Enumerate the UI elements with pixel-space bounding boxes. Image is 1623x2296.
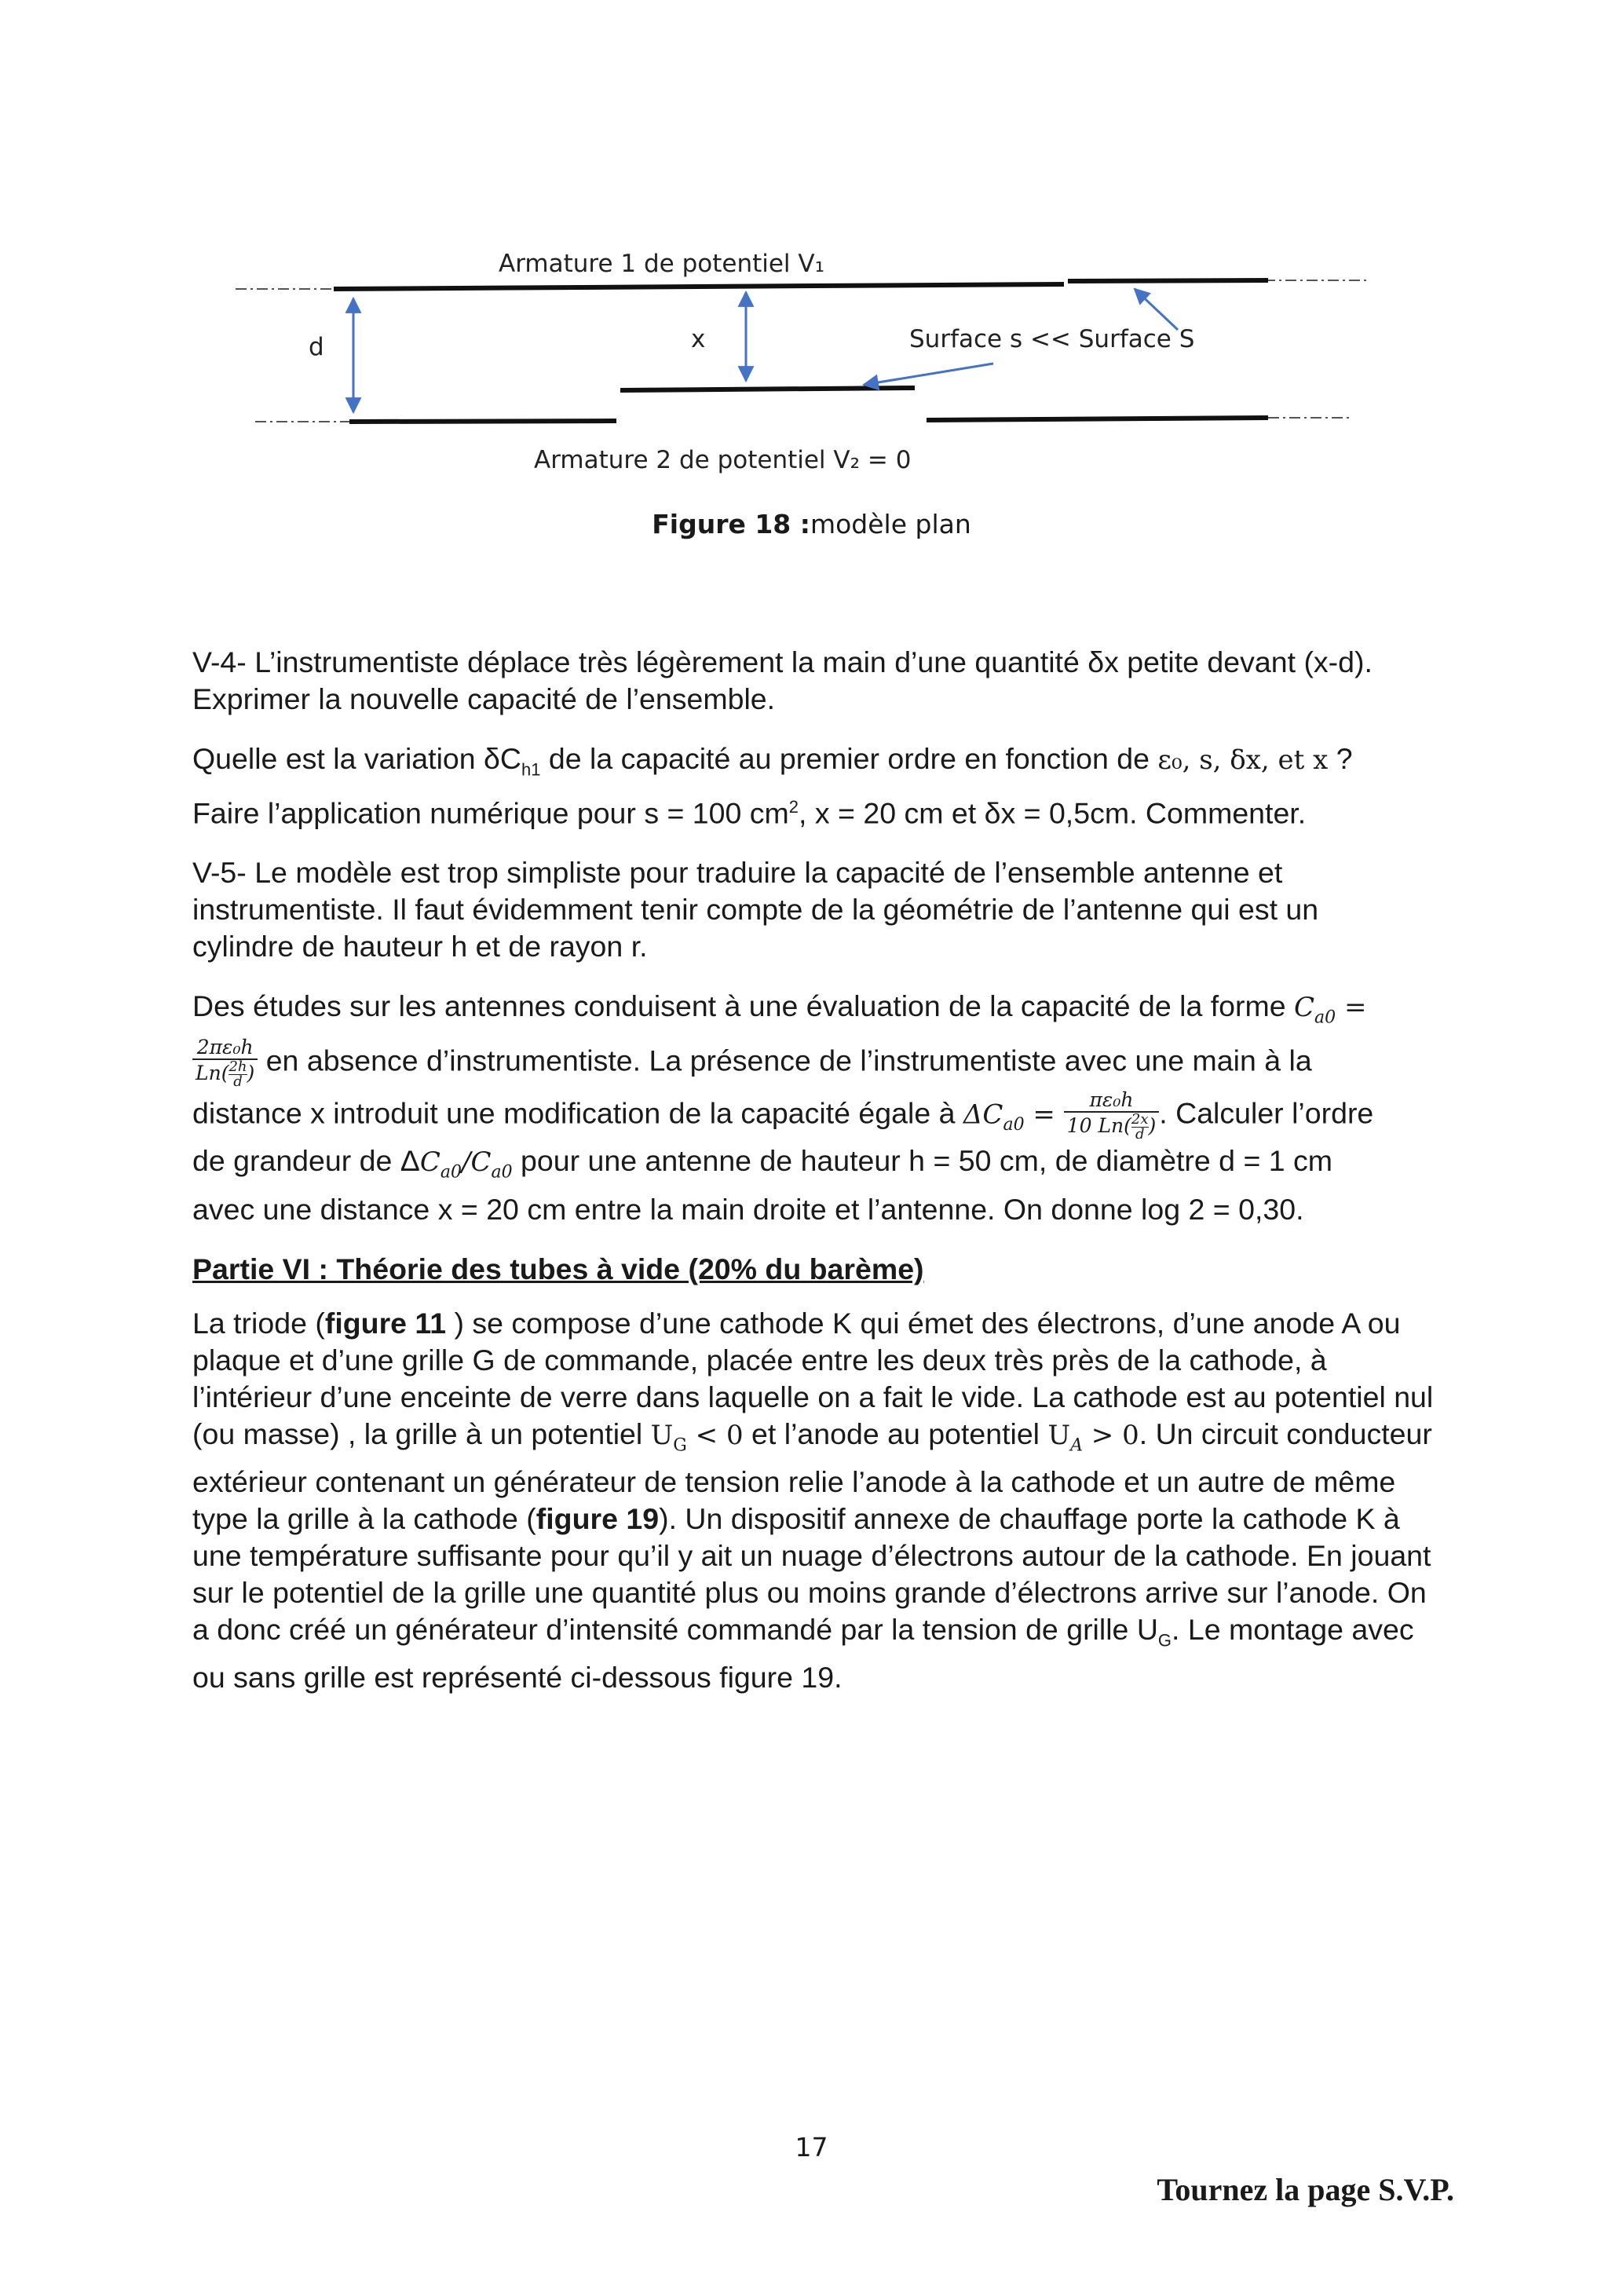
ratio-sub: a0 — [440, 1162, 462, 1183]
dca-sub: a0 — [1003, 1114, 1025, 1135]
v4-line2: Exprimer la nouvelle capacité de l’ensemble. — [192, 682, 776, 715]
q-text3: ? — [1328, 742, 1353, 775]
armature2-plate-right — [927, 418, 1268, 420]
surface-label: Surface s << Surface S — [909, 325, 1195, 353]
paragraph-v5 — [192, 854, 1354, 965]
ua-relation: > 0 — [1082, 1419, 1139, 1451]
ratio-mid: /C — [461, 1146, 492, 1179]
etudes-text3: distance x introduit une modification de la capacité égale à — [192, 1095, 963, 1129]
etudes-text7: avec une distance x = 20 cm entre la main droite et l’antenne. On donne log 2 = 0,30. — [192, 1192, 1304, 1226]
frac1-inner-num: 2h — [228, 1058, 247, 1075]
ug-symbol: U — [650, 1419, 674, 1451]
capacity-fraction — [192, 1036, 258, 1089]
triode-e: ). Un dispositif annexe de chauffage porte la cathode K à une température suffisante pour qu’il y ait un nuage d’électrons autour de la cathode. En jouant sur le potentiel de la grille une quantité plus ou moins grande d’électrons arrive sur l’anode. On a donc créé un générateur d’intensité commandé par la tension de grille U — [192, 1502, 1431, 1647]
figure-11-ref: figure 11 — [324, 1306, 447, 1340]
armature2-plate-left — [349, 421, 616, 422]
triode-b: ) se compose d’une cathode K qui émet des électrons, d’une anode A ou plaque et d’une grille G de commande, placée entre les deux très près de la cathode, à l’intérieur d’une enceinte de verre dans laquelle on a fait le vide. La cathode est au potentiel nul (ou masse) , la grille à un potentiel — [192, 1306, 1434, 1450]
q-text4: Faire l’application numérique pour s = 100 cm — [192, 796, 789, 829]
armature1-plate-right — [1068, 280, 1268, 281]
figure-18 — [0, 0, 1623, 612]
caption-text: modèle plan — [810, 509, 971, 539]
page-number: 17 — [795, 2132, 828, 2163]
armature1-label: Armature 1 de potentiel V₁ — [499, 250, 825, 278]
paragraph-question — [192, 740, 1449, 832]
q-text2: de la capacité au premier ordre en fonction de — [540, 742, 1158, 775]
caption-bold: Figure 18 : — [652, 509, 810, 539]
turn-page-note: Tournez la page S.V.P. — [1157, 2172, 1454, 2207]
frac1-inner-den: d — [233, 1073, 243, 1090]
q-text1: Quelle est la variation δC — [192, 742, 521, 775]
frac2-inner-num: 2x — [1131, 1110, 1149, 1128]
x-label: x — [691, 325, 706, 353]
partie6-heading — [192, 1251, 1449, 1288]
v5-text: V-5- Le modèle est trop simpliste pour traduire la capacité de l’ensemble antenne et instrumentiste. Il faut évidemment tenir compte de la géométrie de l’antenne qui est un cylindre de hauteur h et de rayon r. — [192, 856, 1319, 963]
q-sub: h1 — [521, 759, 541, 780]
triode-ug-sub: G — [1157, 1630, 1172, 1651]
frac2-inner-den: d — [1135, 1125, 1145, 1143]
q-text5: , x = 20 cm et δx = 0,5cm. Commenter. — [799, 796, 1307, 829]
etudes-text6: pour une antenne de hauteur h = 50 cm, de diamètre d = 1 cm — [512, 1144, 1333, 1178]
ca0-sub: a0 — [1314, 1007, 1336, 1028]
figure-caption — [0, 509, 1623, 539]
document-body — [192, 644, 1449, 1719]
etudes-text4: . Calculer l’ordre — [1159, 1095, 1374, 1129]
frac2-denominator — [1064, 1110, 1160, 1143]
dca-symbol: ΔC — [963, 1098, 1003, 1130]
ratio-symbol: C — [419, 1146, 440, 1179]
surface-s-pointer — [864, 364, 993, 385]
v4-line1: V-4- L’instrumentiste déplace très légèrement la main d’une quantité δx petite devant (x-d). — [192, 645, 1373, 678]
armature2-label: Armature 2 de potentiel V₂ = 0 — [534, 446, 912, 474]
frac2-den-pre: 10 Ln( — [1066, 1113, 1131, 1137]
q-variables: ε₀, s, δx, et x — [1157, 744, 1329, 776]
q-sup: 2 — [788, 796, 799, 817]
surface-S-pointer — [1135, 289, 1178, 330]
frac2-den-post: ) — [1148, 1113, 1157, 1137]
etudes-eq2: = — [1024, 1098, 1064, 1130]
triode-f: . Le montage avec ou sans grille est représenté ci-dessous figure 19. — [192, 1613, 1414, 1694]
frac1-den-post: ) — [247, 1061, 255, 1084]
ua-symbol: U — [1047, 1419, 1071, 1451]
frac1-numerator: 2πε₀h — [192, 1036, 258, 1060]
etudes-text2: en absence d’instrumentiste. La présence de l’instrumentiste avec une main à la — [265, 1043, 1312, 1077]
triode-a: La triode ( — [192, 1306, 325, 1340]
ca0-symbol: C — [1294, 992, 1315, 1023]
paragraph-v4 — [192, 644, 1449, 718]
delta-capacity-fraction — [1064, 1089, 1160, 1142]
ug-relation: < 0 — [686, 1419, 744, 1451]
partie6-title: Partie VI : Théorie des tubes à vide (20% du barème) — [192, 1252, 924, 1285]
etudes-text5: de grandeur de Δ — [192, 1144, 420, 1178]
etudes-eq: = — [1336, 992, 1367, 1023]
hand-surface-plate — [620, 388, 915, 390]
triode-c: et l’anode au potentiel — [743, 1417, 1048, 1450]
frac1-inner — [228, 1060, 247, 1089]
ua-sub: A — [1070, 1435, 1083, 1456]
triode-d: . Un circuit conducteur extérieur contenant un générateur de tension relie l’anode à la cathode et un autre de même type la grille à la cathode ( — [192, 1417, 1432, 1536]
ratio-sub2: a0 — [491, 1162, 513, 1183]
frac2-numerator: πε₀h — [1064, 1089, 1160, 1113]
frac1-den-pre: Ln( — [196, 1061, 229, 1084]
etudes-text1: Des études sur les antennes conduisent à une évaluation de la capacité de la forme — [192, 989, 1294, 1022]
armature1-plate-left — [334, 284, 1064, 289]
frac2-inner — [1131, 1110, 1149, 1143]
ug-sub: G — [673, 1435, 687, 1456]
paragraph-etudes — [192, 988, 1449, 1228]
paragraph-triode — [192, 1305, 1441, 1696]
d-label: d — [309, 333, 324, 361]
figure-19-ref: figure 19 — [536, 1502, 660, 1536]
frac1-denominator — [192, 1060, 258, 1089]
